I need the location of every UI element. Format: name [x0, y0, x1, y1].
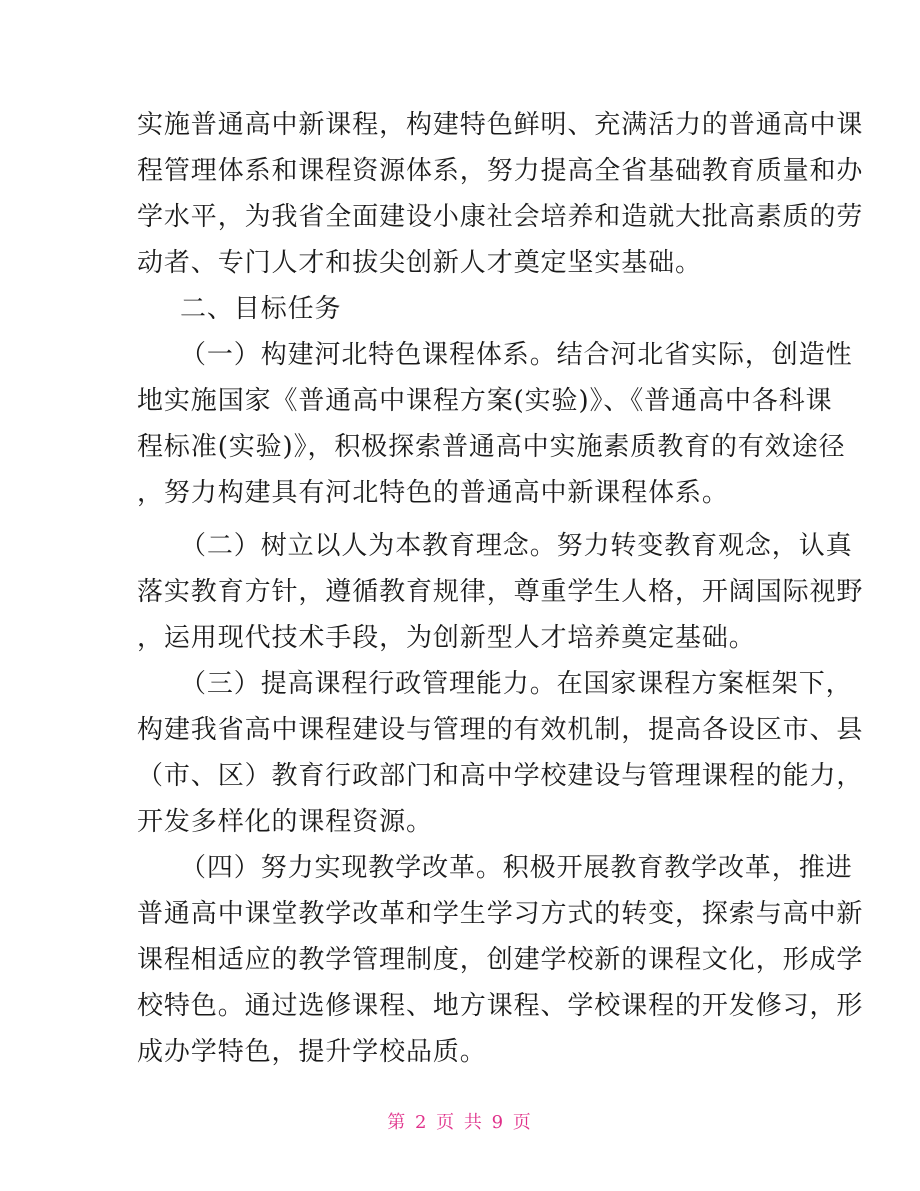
- paragraph-first-line: （四）努力实现教学改革。积极开展教育教学改革，推进: [180, 853, 853, 883]
- text-line: 课程相适应的教学管理制度，创建学校新的课程文化，形成学: [137, 945, 864, 975]
- text-line: 学水平，为我省全面建设小康社会培养和造就大批高素质的劳: [137, 202, 864, 232]
- text-line: 程标准(实验)》，积极探索普通高中实施素质教育的有效途径: [137, 432, 846, 462]
- text-line: 普通高中课堂教学改革和学生学习方式的转变，探索与高中新: [137, 899, 864, 929]
- text-line: 动者、专门人才和拔尖创新人才奠定坚实基础。: [137, 248, 702, 278]
- text-line: 成办学特色，提升学校品质。: [137, 1037, 487, 1067]
- paragraph-first-line: （三）提高课程行政管理能力。在国家课程方案框架下，: [180, 669, 853, 699]
- text-line: 构建我省高中课程建设与管理的有效机制，提高各设区市、县: [137, 715, 864, 745]
- page-number-footer: 第 2 页 共 9 页: [387, 1112, 533, 1133]
- text-line: 程管理体系和课程资源体系，努力提高全省基础教育质量和办: [137, 156, 864, 186]
- section-heading: 二、目标任务: [180, 294, 342, 324]
- text-line: 实施普通高中新课程，构建特色鲜明、充满活力的普通高中课: [137, 110, 864, 140]
- text-line: ，努力构建具有河北特色的普通高中新课程体系。: [137, 478, 729, 508]
- text-line: 地实施国家《普通高中课程方案(实验)》、《普通高中各科课: [137, 386, 833, 416]
- text-line: 开发多样化的课程资源。: [137, 807, 433, 837]
- text-line: ，运用现代技术手段，为创新型人才培养奠定基础。: [137, 623, 756, 653]
- paragraph-first-line: （二）树立以人为本教育理念。努力转变教育观念，认真: [180, 531, 853, 561]
- text-line: 校特色。通过选修课程、地方课程、学校课程的开发修习，形: [137, 991, 864, 1021]
- paragraph-first-line: （一）构建河北特色课程体系。结合河北省实际，创造性: [180, 340, 853, 370]
- text-line: 落实教育方针，遵循教育规律，尊重学生人格，开阔国际视野: [137, 577, 864, 607]
- text-line: （市、区）教育行政部门和高中学校建设与管理课程的能力，: [137, 761, 864, 791]
